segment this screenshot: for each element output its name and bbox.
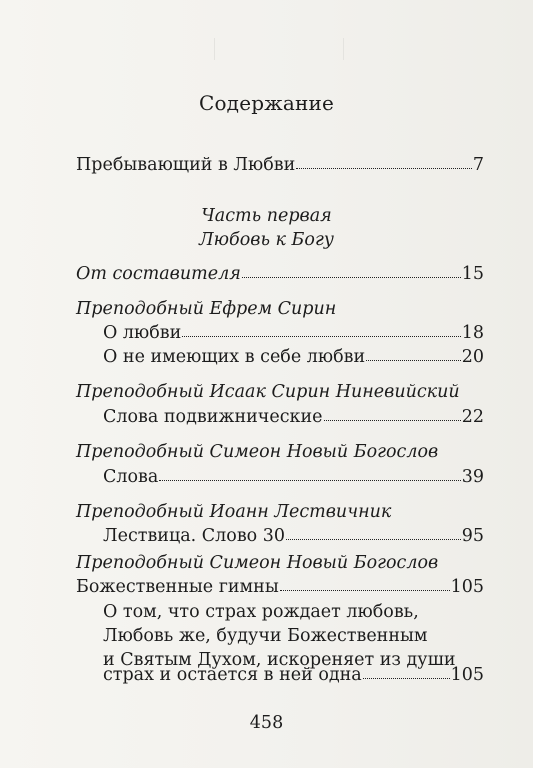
toc-entry-page: 105 <box>450 665 484 685</box>
leader-dots <box>296 168 472 169</box>
toc-entry-page: 39 <box>461 467 484 487</box>
toc-sub-entry-last <box>103 665 484 685</box>
toc-entry-page: 7 <box>472 155 484 175</box>
leader-dots <box>286 539 461 540</box>
toc-entry-page: 20 <box>461 347 484 367</box>
toc-entry-label: От составителя <box>76 264 241 284</box>
toc-entry-label: О любви <box>103 323 182 343</box>
toc-entry-page: 18 <box>461 323 484 343</box>
page-number: 458 <box>249 713 284 733</box>
toc-entry-page: 22 <box>461 407 484 427</box>
toc-entry-page: 105 <box>450 577 484 597</box>
section-author: Преподобный Исаак Сирин Ниневийский <box>76 382 460 402</box>
toc-entry-label: О не имеющих в себе любви <box>103 347 366 367</box>
toc-sub-entry <box>103 600 456 672</box>
toc-entry-foreword <box>76 264 484 284</box>
section-author: Преподобный Иоанн Лествичник <box>76 502 392 522</box>
leader-dots <box>363 678 450 679</box>
toc-sub-entry-line: и Святым Духом, искореняет из души <box>103 650 456 670</box>
toc-entry-label: Божественные гимны <box>76 577 279 597</box>
show-through-header <box>214 38 344 60</box>
toc-entry <box>103 323 484 343</box>
leader-dots <box>242 277 461 278</box>
toc-entry-label: Лествица. Слово 30 <box>103 526 286 546</box>
toc-entry <box>76 577 484 597</box>
leader-dots <box>324 420 461 421</box>
toc-entry-label: Слова <box>103 467 159 487</box>
part-heading-line2: Любовь к Богу <box>199 230 334 250</box>
toc-entry-page: 15 <box>461 264 484 284</box>
section-author: Преподобный Симеон Новый Богослов <box>76 553 439 573</box>
toc-entry <box>103 407 484 427</box>
leader-dots <box>366 360 461 361</box>
toc-entry-label: страх и остается в ней одна <box>103 665 362 685</box>
toc-entry-label: Слова подвижнические <box>103 407 323 427</box>
section-author: Преподобный Симеон Новый Богослов <box>76 442 439 462</box>
page-title: Содержание <box>198 91 335 115</box>
leader-dots <box>280 590 450 591</box>
toc-sub-entry-line: О том, что страх рождает любовь, <box>103 602 419 622</box>
toc-entry <box>103 347 484 367</box>
leader-dots <box>182 336 460 337</box>
section-author: Преподобный Ефрем Сирин <box>76 299 337 319</box>
leader-dots <box>159 480 460 481</box>
toc-entry-intro <box>76 155 484 175</box>
toc-entry-label: Пребывающий в Любви <box>76 155 296 175</box>
toc-entry <box>103 526 484 546</box>
toc-sub-entry-line: Любовь же, будучи Божественным <box>103 626 428 646</box>
part-heading-line1: Часть первая <box>201 206 332 226</box>
toc-entry-page: 95 <box>461 526 484 546</box>
toc-entry <box>103 467 484 487</box>
